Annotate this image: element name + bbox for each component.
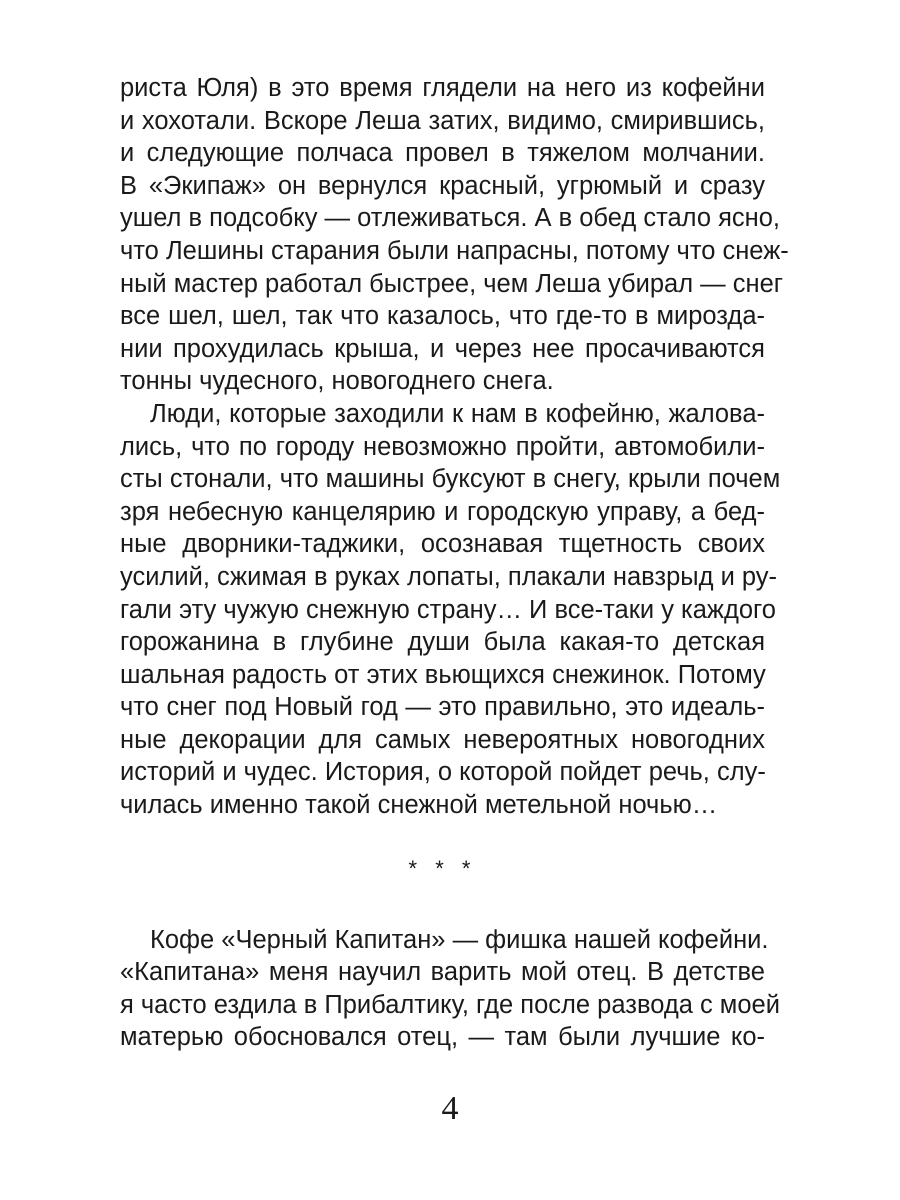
paragraph-3 — [120, 924, 780, 1054]
text-line: и хохотали. Вскоре Леша затих, видимо, смирившись, — [120, 106, 765, 135]
text-line: и следующие полчаса провел в тяжелом молчании. — [120, 139, 765, 168]
paragraph-1 — [120, 72, 789, 398]
text-line: Люди, которые заходили к нам в кофейню, жалова- — [150, 399, 765, 428]
page-body — [120, 72, 789, 1054]
text-line: зря небесную канцелярию и городскую управу, а бед- — [120, 497, 765, 526]
text-line: шальная радость от этих вьющихся снежинок. Потому — [120, 660, 766, 689]
text-line: сты стонали, что машины буксуют в снегу, крыли почем — [120, 465, 781, 494]
text-line: тонны чудесного, новогоднего снега. — [120, 367, 554, 396]
text-line: ные декорации для самых невероятных новогодних — [120, 725, 765, 754]
text-line: нии прохудилась крыша, и через нее просачиваются — [120, 334, 765, 363]
text-line: матерью обосновался отец, — там были лучшие ко- — [120, 1023, 765, 1052]
text-line: ные дворники-таджики, осознавая тщетность своих — [120, 530, 765, 559]
text-line: риста Юля) в это время глядели на него из кофейни — [120, 74, 765, 102]
text-line: Кофе «Черный Капитан» — фишка нашей кофейни. — [150, 925, 769, 954]
text-line: лись, что по городу невозможно пройти, автомобили- — [120, 432, 765, 461]
text-line: что Лешины старания были напрасны, потому что снеж- — [120, 236, 789, 265]
text-line: ушел в подсобку — отлеживаться. А в обед стало ясно, — [120, 204, 780, 233]
paragraph-2 — [120, 398, 781, 822]
text-line: «Капитана» меня научил варить мой отец. В детстве — [120, 958, 765, 987]
section-separator: * * * — [408, 855, 477, 881]
text-line: я часто ездила в Прибалтику, где после развода с моей — [120, 990, 780, 1019]
text-line: усилий, сжимая в руках лопаты, плакали навзрыд и ру- — [120, 562, 778, 591]
text-line: гали эту чужую снежную страну… И все-таки у каждого — [120, 595, 776, 624]
text-line: чилась именно такой снежной метельной ночью… — [120, 791, 718, 820]
text-line: историй и чудес. История, о которой пойдет речь, слу- — [120, 758, 766, 787]
text-line: все шел, шел, так что казалось, что где-то в мирозда- — [120, 302, 765, 331]
text-line: ный мастер работал быстрее, чем Леша убирал — снег — [120, 269, 784, 298]
page-number: 4 — [441, 1090, 459, 1127]
text-line: В «Экипаж» он вернулся красный, угрюмый и сразу — [120, 171, 765, 200]
text-line: что снег под Новый год — это правильно, это идеаль- — [120, 693, 765, 722]
text-line: горожанина в глубине души была какая-то детская — [120, 628, 765, 657]
